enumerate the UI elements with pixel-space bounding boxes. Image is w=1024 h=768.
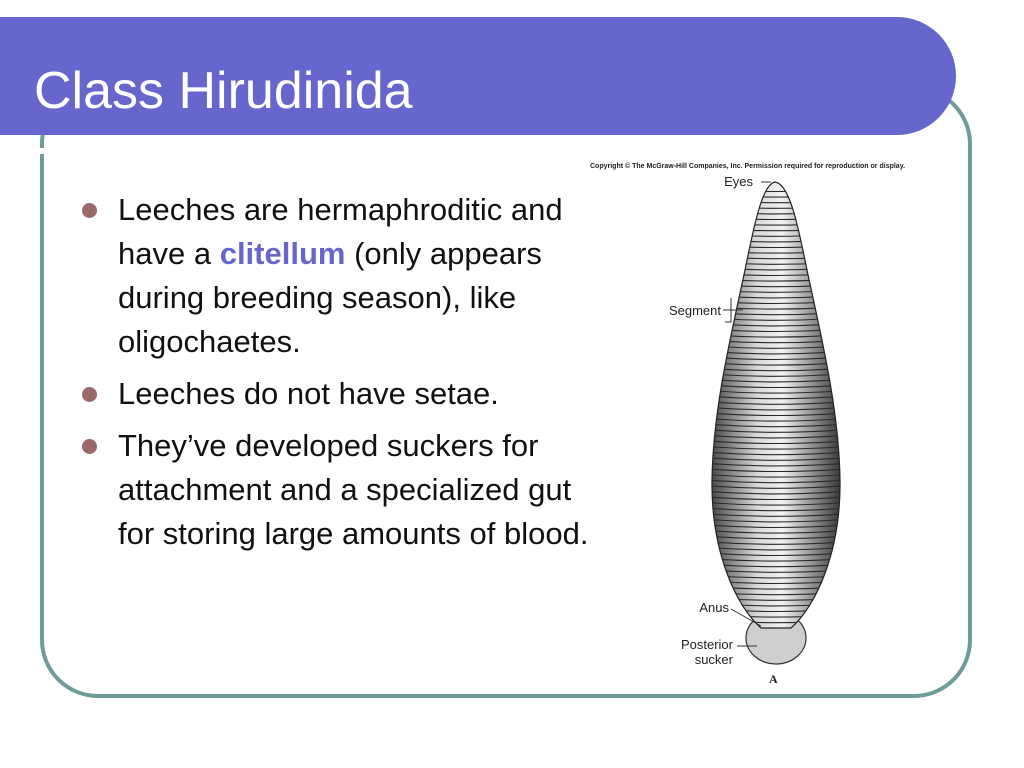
- bullet-text-after: (only appears during breeding season), like oligochaetes.: [118, 236, 542, 359]
- bullet-text: They’ve developed suckers for attachment and a specialized gut for storing large amounts of blood.: [118, 428, 589, 551]
- label-posterior-line1: Posterior: [680, 637, 733, 652]
- copyright-notice: Copyright © The McGraw-Hill Companies, Inc. Permission required for reproduction or display.: [590, 163, 906, 170]
- clitellum-highlight: clitellum: [219, 236, 346, 271]
- title-underline: [0, 148, 905, 154]
- bullet-dot-icon: [82, 387, 97, 402]
- bullet-dot-icon: [82, 439, 97, 454]
- bullet-text-before: Leeches are hermaphroditic and have a: [118, 192, 563, 271]
- label-anus: Anus: [699, 600, 729, 615]
- label-posterior-line2: sucker: [694, 652, 733, 667]
- title-bar: [0, 17, 956, 135]
- label-posterior-sucker: [657, 637, 733, 667]
- panel-label: A: [769, 672, 778, 686]
- bullet-item: [82, 372, 592, 416]
- leech-figure: [585, 160, 925, 690]
- label-eyes: Eyes: [724, 174, 753, 189]
- leech-illustration-icon: [585, 160, 925, 690]
- bullet-text: Leeches do not have setae.: [118, 376, 499, 411]
- slide-title: Class Hirudinida: [34, 62, 413, 120]
- bullet-item: [82, 424, 592, 556]
- bullet-dot-icon: [82, 203, 97, 218]
- label-segment: Segment: [668, 303, 721, 318]
- bullet-list: [82, 188, 592, 564]
- bullet-item: [82, 188, 592, 364]
